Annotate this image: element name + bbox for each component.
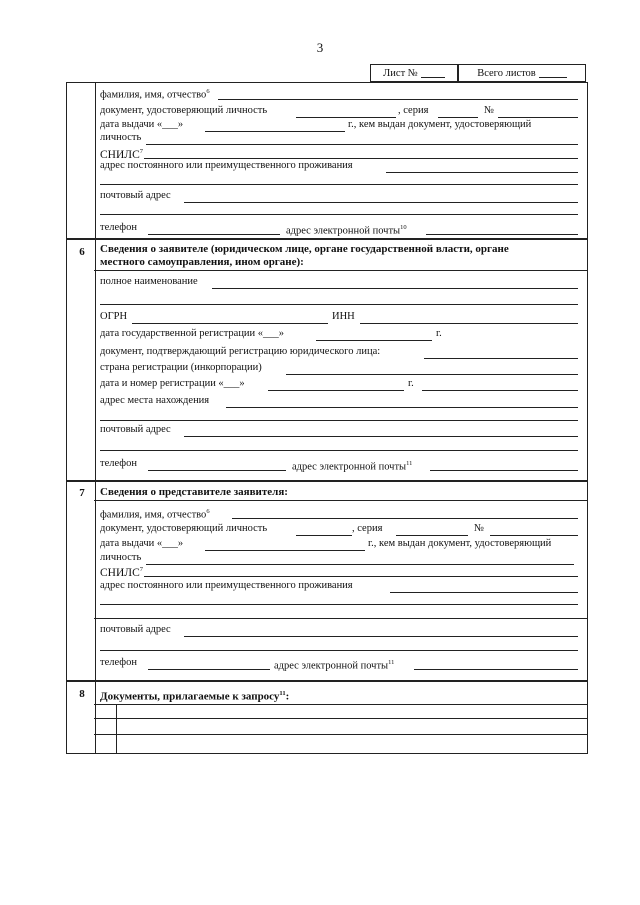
s6-reg-year-label: г. [436,328,442,339]
top-fio-field[interactable] [218,99,578,100]
top-person-label: личность [100,132,142,143]
s7-issuer-label: г., кем выдан документ, удостоверяющий [368,538,552,549]
s7-issued-date-field[interactable] [205,550,365,551]
top-address-label: адрес постоянного или преимущественного проживания [100,160,353,171]
s6-ogrn-field[interactable] [132,323,328,324]
s7-phone-label: телефон [100,657,137,668]
total-sheets-label: Всего листов [477,67,536,79]
attached-doc-row-3[interactable] [117,735,587,753]
top-phone-field[interactable] [148,234,280,235]
s7-fio-field[interactable] [232,518,578,519]
section8-number: 8 [79,688,85,700]
page-number: 3 [316,40,324,55]
section7-number: 7 [79,487,85,499]
s6-location-field[interactable] [226,407,578,408]
s6-phone-field[interactable] [148,470,286,471]
s7-email-field[interactable] [414,669,578,670]
top-postal-field-2[interactable] [100,214,578,215]
section6-number: 6 [79,246,85,258]
top-issued-date-field[interactable] [205,131,345,132]
top-number-label: № [484,105,495,116]
s6-email-field[interactable] [430,470,578,471]
s7-issuer-field[interactable] [146,564,574,565]
top-issuer-field[interactable] [146,144,578,145]
top-series-label: , серия [398,105,429,116]
section6-title-2: местного самоуправления, ином органе): [100,256,304,268]
s6-country-field[interactable] [286,374,578,375]
s7-issued-label: дата выдачи «___» [100,538,184,549]
s6-ogrn-label: ОГРН [100,311,128,322]
top-issued-label: дата выдачи «___» [100,119,184,130]
top-snils-field[interactable] [144,158,578,159]
s6-inn-label: ИНН [332,311,355,322]
s7-postal-field-2[interactable] [100,650,578,651]
top-address-field[interactable] [386,172,578,173]
total-sheets-box[interactable] [458,64,586,82]
s7-address-label: адрес постоянного или преимущественного проживания [100,580,353,591]
s7-id-doc-label: документ, удостоверяющий личность [100,523,268,534]
s6-postal-field-2[interactable] [100,450,578,451]
form-frame [66,82,588,754]
s6-full-name-label: полное наименование [100,276,198,287]
s6-location-label: адрес места нахождения [100,395,210,406]
top-id-doc-label: документ, удостоверяющий личность [100,105,268,116]
s7-number-label: № [474,523,485,534]
s7-phone-field[interactable] [148,669,270,670]
top-postal-field[interactable] [184,202,578,203]
s6-full-name-field-2[interactable] [100,304,578,305]
top-postal-label: почтовый адрес [100,190,171,201]
top-email-field[interactable] [426,234,578,235]
s7-snils-label: СНИЛС$^7$ [100,566,144,579]
top-number-field[interactable] [498,117,578,118]
section8-title: Документы, прилагаемые к запросу$^{11}$: [100,690,290,703]
s7-postal-label: почтовый адрес [100,624,171,635]
s6-reg-date-field[interactable] [316,340,432,341]
s6-reg-number-year: г. [408,378,414,389]
top-email-label: адрес электронной почты$^{10}$ [286,224,407,237]
attached-doc-row-2[interactable] [117,719,587,733]
top-id-doc-field[interactable] [296,117,396,118]
section7-title: Сведения о представителе заявителя: [100,486,288,498]
sheet-number-label: Лист № [383,67,418,79]
s7-person-label: личность [100,552,142,563]
top-issuer-label: г., кем выдан документ, удостоверяющий [348,119,532,130]
s6-reg-number-field[interactable] [268,390,404,391]
s6-postal-label: почтовый адрес [100,424,171,435]
s6-location-field-2[interactable] [100,420,578,421]
s7-number-field[interactable] [490,535,578,536]
attached-doc-row-1[interactable] [117,705,587,717]
s6-inn-field[interactable] [360,323,578,324]
s7-series-field[interactable] [396,535,468,536]
s6-reg-date-label: дата государственной регистрации «___» [100,328,285,339]
s7-series-label: , серия [352,523,383,534]
s6-postal-field[interactable] [184,436,578,437]
s7-postal-field[interactable] [184,636,578,637]
top-fio-label: фамилия, имя, отчество$^6$ [100,88,210,101]
s6-full-name-field[interactable] [212,288,578,289]
s6-reg-number-label: дата и номер регистрации «___» [100,378,245,389]
s7-email-label: адрес электронной почты$^{11}$ [274,659,395,672]
s6-reg-doc-field[interactable] [424,358,578,359]
top-phone-label: телефон [100,222,137,233]
s7-fio-label: фамилия, имя, отчество$^6$ [100,508,210,521]
top-address-field-2[interactable] [100,184,578,185]
s7-snils-field[interactable] [144,576,578,577]
s7-id-doc-field[interactable] [296,535,352,536]
top-snils-label: СНИЛС$^7$ [100,148,144,161]
sheet-number-box[interactable] [370,64,458,82]
s6-reg-number-field-2[interactable] [422,390,578,391]
s6-email-label: адрес электронной почты$^{11}$ [292,460,413,473]
s6-reg-doc-label: документ, подтверждающий регистрацию юридического лица: [100,346,381,357]
s7-address-field-2[interactable] [100,604,578,605]
s6-phone-label: телефон [100,458,137,469]
s6-country-label: страна регистрации (инкорпорации) [100,362,262,373]
top-series-field[interactable] [438,117,478,118]
section6-title: Сведения о заявителе (юридическом лице, органе государственной власти, органе [100,243,509,255]
s7-address-field[interactable] [390,592,578,593]
